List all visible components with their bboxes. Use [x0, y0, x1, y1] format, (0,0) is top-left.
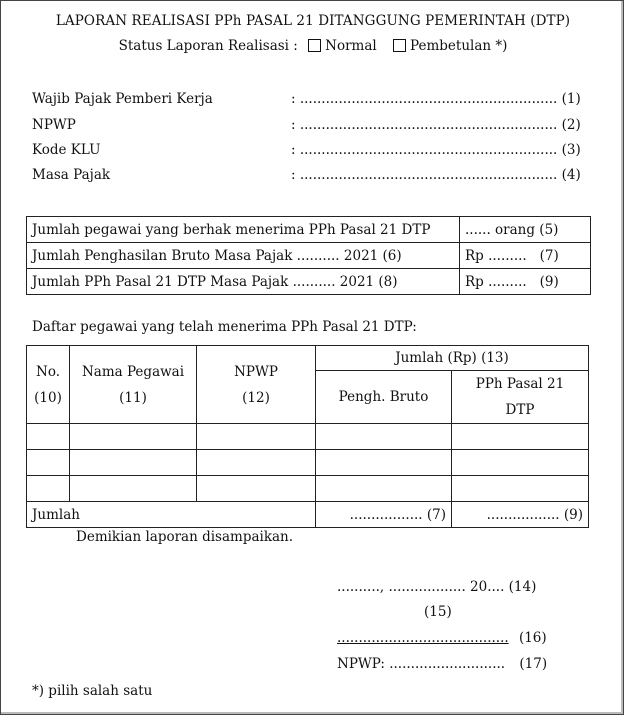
npwp-field[interactable]: : ............................................................ (2) [291, 117, 581, 133]
name-line-ref: (16) [518, 630, 547, 646]
cell-npwp[interactable] [197, 476, 316, 502]
cell-pph[interactable] [452, 424, 589, 450]
total-row [27, 502, 589, 528]
cell-npwp[interactable] [197, 424, 316, 450]
employee-table [26, 345, 589, 528]
summary-value[interactable]: Rp ......... (7) [460, 243, 591, 269]
col-amount-header: Jumlah (Rp) (13) [316, 346, 589, 371]
cell-bruto[interactable] [316, 476, 452, 502]
col-npwp-label: NPWP [234, 363, 278, 380]
col-no-label: No. [36, 363, 60, 380]
form-title: LAPORAN REALISASI PPh PASAL 21 DITANGGUNG PEMERINTAH (DTP) [55, 13, 571, 29]
masa-pajak-field[interactable]: : ............................................................ (4) [291, 167, 581, 183]
col-pph-label-2: DTP [505, 402, 535, 418]
summary-value[interactable]: ...... orang (5) [460, 217, 591, 243]
signatory-npwp[interactable] [337, 656, 547, 672]
col-pph-header [452, 371, 589, 424]
footnote: *) pilih salah satu [32, 683, 153, 699]
col-no-header [27, 346, 70, 424]
pembetulan-label: Pembetulan *) [410, 38, 508, 54]
cell-no[interactable] [27, 450, 70, 476]
col-bruto-header: Pengh. Bruto [316, 371, 452, 424]
cell-no[interactable] [27, 424, 70, 450]
summary-table [26, 216, 591, 295]
table-row [27, 424, 589, 450]
normal-label: Normal [325, 38, 377, 54]
pembetulan-checkbox[interactable] [393, 39, 406, 52]
total-label: Jumlah [27, 502, 316, 528]
summary-row [27, 243, 591, 269]
col-npwp-ref: (12) [242, 389, 270, 406]
cell-npwp[interactable] [197, 450, 316, 476]
total-bruto[interactable]: ................. (7) [316, 502, 452, 528]
col-name-ref: (11) [119, 389, 147, 406]
signatory-npwp-line: NPWP: ........................... [337, 656, 506, 672]
cell-pph[interactable] [452, 476, 589, 502]
summary-label: Jumlah PPh Pasal 21 DTP Masa Pajak .......... 2021 (8) [27, 269, 460, 295]
cell-pph[interactable] [452, 450, 589, 476]
col-name-header [70, 346, 197, 424]
normal-checkbox[interactable] [308, 39, 321, 52]
employer-field[interactable]: : ............................................................ (1) [291, 91, 581, 107]
col-npwp-header [197, 346, 316, 424]
masa-pajak-label: Masa Pajak [32, 167, 111, 183]
closing-text: Demikian laporan disampaikan. [76, 529, 294, 545]
place-date-field[interactable]: .........., .................. 20.... (14) [337, 579, 537, 595]
signatory-npwp-ref: (17) [519, 656, 548, 672]
cell-name[interactable] [70, 476, 197, 502]
summary-label: Jumlah Penghasilan Bruto Masa Pajak .......... 2021 (6) [27, 243, 460, 269]
name-line[interactable] [337, 630, 547, 646]
employee-list-caption: Daftar pegawai yang telah menerima PPh Pasal 21 DTP: [32, 319, 417, 335]
cell-name[interactable] [70, 424, 197, 450]
status-row [1, 38, 624, 54]
cell-bruto[interactable] [316, 450, 452, 476]
cell-bruto[interactable] [316, 424, 452, 450]
status-label: Status Laporan Realisasi : [118, 38, 298, 54]
table-row [27, 450, 589, 476]
col-name-label: Nama Pegawai [81, 363, 185, 380]
col-no-ref: (10) [34, 389, 62, 406]
col-pph-label: PPh Pasal 21 [475, 376, 565, 392]
summary-row [27, 269, 591, 295]
name-line-dots: ........................................ [337, 630, 509, 646]
summary-value[interactable]: Rp ......... (9) [460, 269, 591, 295]
summary-row [27, 217, 591, 243]
klu-label: Kode KLU [32, 142, 101, 158]
table-row [27, 476, 589, 502]
klu-field[interactable]: : ............................................................ (3) [291, 142, 581, 158]
signatory-ref: (15) [424, 604, 452, 620]
employer-label: Wajib Pajak Pemberi Kerja [32, 91, 213, 107]
npwp-label: NPWP [32, 117, 76, 133]
total-pph[interactable]: ................. (9) [452, 502, 589, 528]
cell-name[interactable] [70, 450, 197, 476]
cell-no[interactable] [27, 476, 70, 502]
summary-label: Jumlah pegawai yang berhak menerima PPh Pasal 21 DTP [27, 217, 460, 243]
